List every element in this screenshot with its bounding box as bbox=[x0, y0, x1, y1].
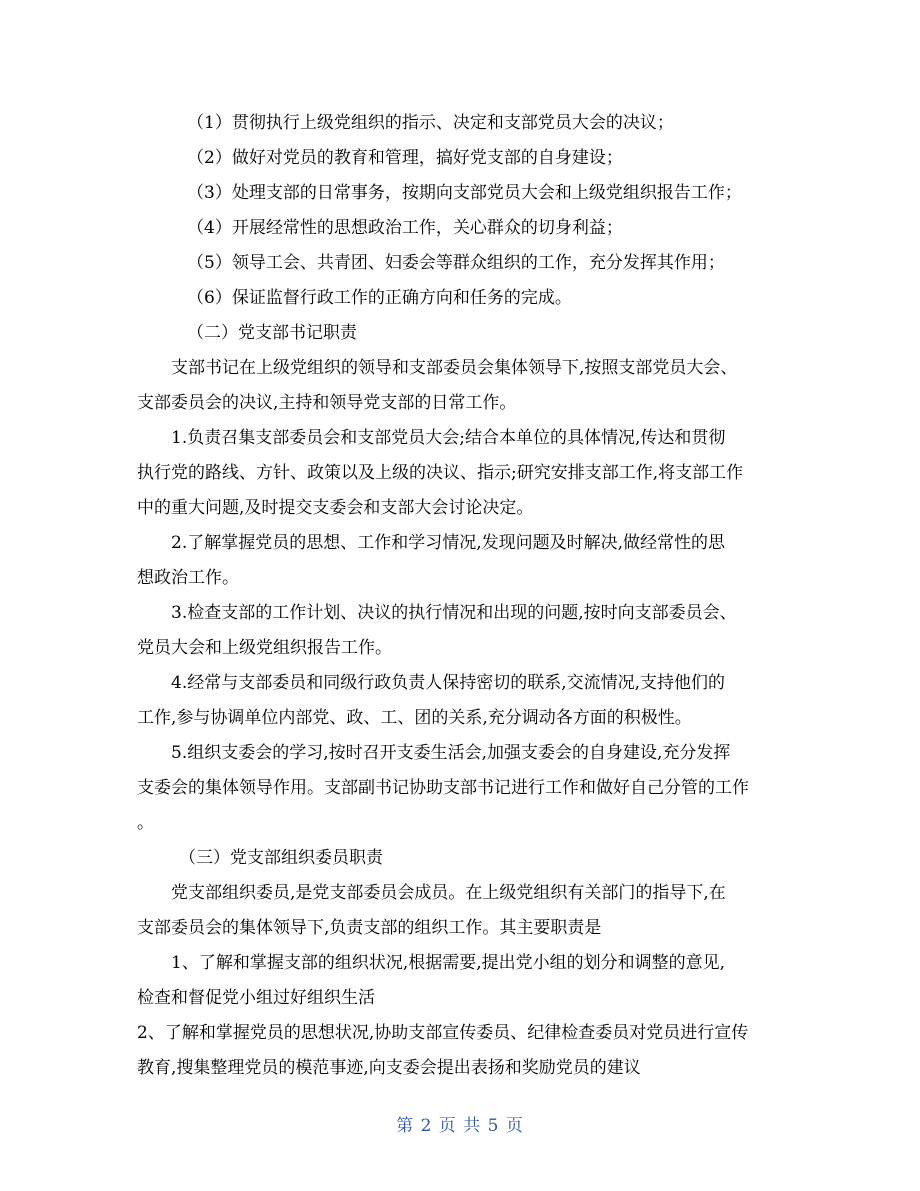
secretary-duty-4-line-1: 4.经常与支部委员和同级行政负责人保持密切的联系,交流情况,支持他们的 bbox=[171, 673, 726, 693]
organization-intro-line-1: 党支部组织委员,是党支部委员会成员。在上级党组织有关部门的指导下,在 bbox=[171, 883, 726, 903]
secretary-duty-5-line-3: 。 bbox=[137, 813, 154, 833]
duty-item-6: （6）保证监督行政工作的正确方向和任务的完成。 bbox=[187, 288, 572, 308]
duty-item-5: （5）领导工会、共青团、妇委会等群众组织的工作，充分发挥其作用； bbox=[187, 253, 725, 273]
secretary-duty-1-line-3: 中的重大问题,及时提交支委会和支部大会讨论决定。 bbox=[137, 498, 534, 518]
secretary-duty-5-line-1: 5.组织支委会的学习,按时召开支委生活会,加强支委会的自身建设,充分发挥 bbox=[171, 743, 731, 763]
secretary-intro-line-1: 支部书记在上级党组织的领导和支部委员会集体领导下,按照支部党员大会、 bbox=[171, 358, 738, 378]
section-heading-secretary: （二）党支部书记职责 bbox=[187, 323, 357, 343]
section-heading-organization: （三）党支部组织委员职责 bbox=[179, 848, 383, 868]
organization-duty-2-line-1: 2、了解和掌握党员的思想状况,协助支部宣传委员、纪律检查委员对党员进行宣传 bbox=[137, 1023, 749, 1043]
organization-duty-2-line-2: 教育,搜集整理党员的模范事迹,向支委会提出表扬和奖励党员的建议 bbox=[137, 1058, 641, 1078]
duty-item-4: （4）开展经常性的思想政治工作，关心群众的切身利益； bbox=[187, 218, 623, 238]
organization-intro-line-2: 支部委员会的集体领导下,负责支部的组织工作。其主要职责是 bbox=[137, 918, 602, 938]
secretary-duty-5-line-2: 支委会的集体领导作用。支部副书记协助支部书记进行工作和做好自己分管的工作 bbox=[137, 778, 749, 798]
duty-item-3: （3）处理支部的日常事务，按期向支部党员大会和上级党组织报告工作； bbox=[187, 183, 742, 203]
secretary-intro-line-2: 支部委员会的决议,主持和领导党支部的日常工作。 bbox=[137, 393, 517, 413]
duty-item-1: （1）贯彻执行上级党组织的指示、决定和支部党员大会的决议； bbox=[187, 113, 674, 133]
secretary-duty-1-line-2: 执行党的路线、方针、政策以及上级的决议、指示;研究安排支部工作,将支部工作 bbox=[137, 463, 744, 483]
organization-duty-1-line-1: 1、了解和掌握支部的组织状况,根据需要,提出党小组的划分和调整的意见, bbox=[171, 953, 726, 973]
secretary-duty-3-line-2: 党员大会和上级党组织报告工作。 bbox=[137, 638, 392, 658]
secretary-duty-1-line-1: 1.负责召集支部委员会和支部党员大会;结合本单位的具体情况,传达和贯彻 bbox=[171, 428, 726, 448]
page-content bbox=[137, 106, 787, 1086]
secretary-duty-2-line-2: 想政治工作。 bbox=[137, 568, 239, 588]
page-number-footer: 第 2 页 共 5 页 bbox=[396, 1116, 524, 1136]
duty-item-2: （2）做好对党员的教育和管理，搞好党支部的自身建设； bbox=[187, 148, 623, 168]
organization-duty-1-line-2: 检查和督促党小组过好组织生活 bbox=[137, 988, 375, 1008]
secretary-duty-3-line-1: 3.检查支部的工作计划、决议的执行情况和出现的问题,按时向支部委员会、 bbox=[171, 603, 737, 623]
secretary-duty-2-line-1: 2.了解掌握党员的思想、工作和学习情况,发现问题及时解决,做经常性的思 bbox=[171, 533, 726, 553]
secretary-duty-4-line-2: 工作,参与协调单位内部党、政、工、团的关系,充分调动各方面的积极性。 bbox=[137, 708, 692, 728]
